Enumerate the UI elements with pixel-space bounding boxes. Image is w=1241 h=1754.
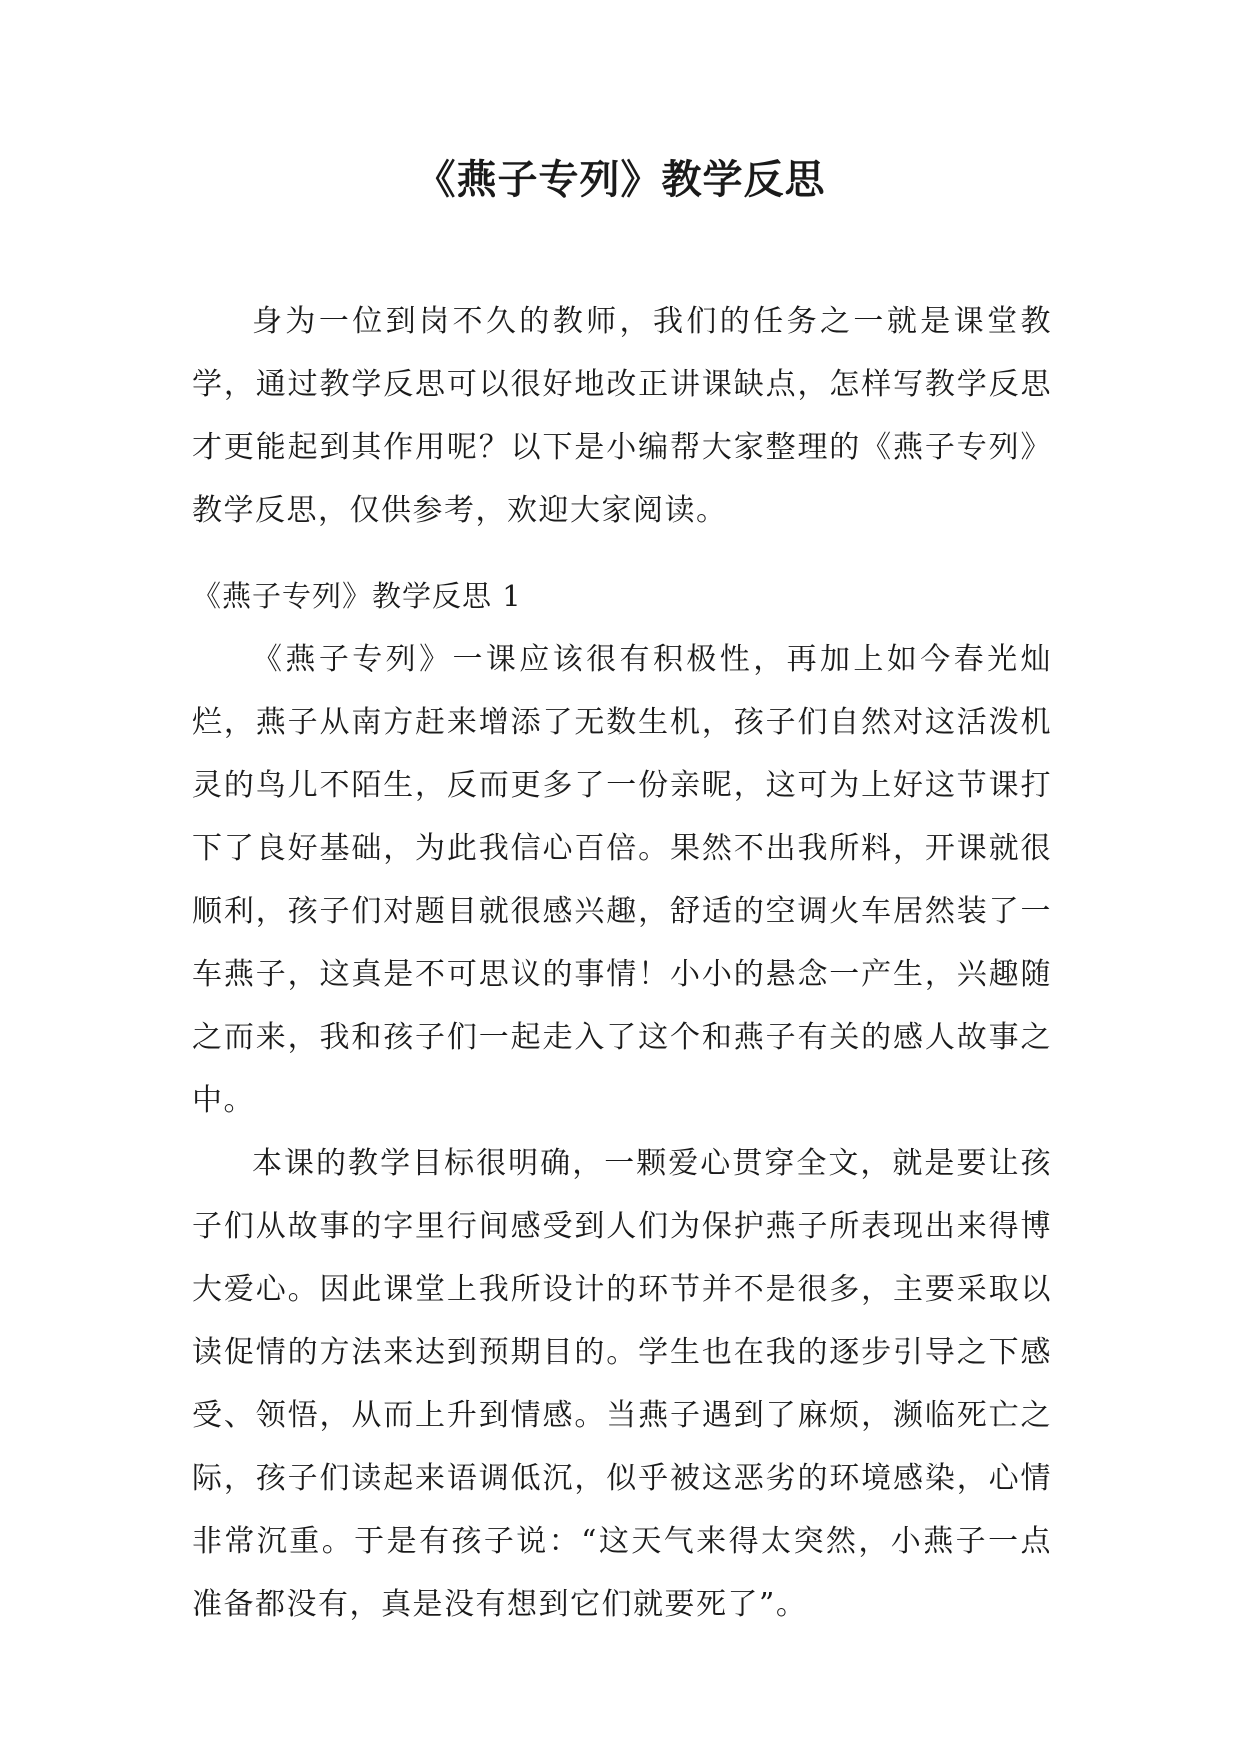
document-body — [192, 290, 1052, 1636]
section-heading: 《燕子专列》教学反思 1 — [192, 579, 522, 613]
body-paragraph-2: 本课的教学目标很明确，一颗爱心贯穿全文，就是要让孩子们从故事的字里行间感受到人们为保护燕子所表现出来得博大爱心。因此课堂上我所设计的环节并不是很多，主要采取以读促情的方法来达到预期目的。学生也在我的逐步引导之下感受、领悟，从而上升到情感。当燕子遇到了麻烦，濒临死亡之际，孩子们读起来语调低沉，似乎被这恶劣的环境感染，心情非常沉重。于是有孩子说：“这天气来得太突然，小燕子一点准备都没有，真是没有想到它们就要死了”。 — [192, 1146, 1052, 1622]
document-title: 《燕子专列》教学反思 — [415, 157, 826, 203]
body-paragraph-1: 《燕子专列》一课应该很有积极性，再加上如今春光灿烂，燕子从南方赶来增添了无数生机，孩子们自然对这活泼机灵的鸟儿不陌生，反而更多了一份亲昵，这可为上好这节课打下了良好基础，为此我信心百倍。果然不出我所料，开课就很顺利，孩子们对题目就很感兴趣，舒适的空调火车居然装了一车燕子，这真是不可思议的事情！小小的悬念一产生，兴趣随之而来，我和孩子们一起走入了这个和燕子有关的感人故事之中。 — [192, 642, 1052, 1118]
intro-paragraph: 身为一位到岗不久的教师，我们的任务之一就是课堂教学，通过教学反思可以很好地改正讲课缺点，怎样写教学反思才更能起到其作用呢？以下是小编帮大家整理的《燕子专列》教学反思，仅供参考，欢迎大家阅读。 — [192, 304, 1052, 528]
